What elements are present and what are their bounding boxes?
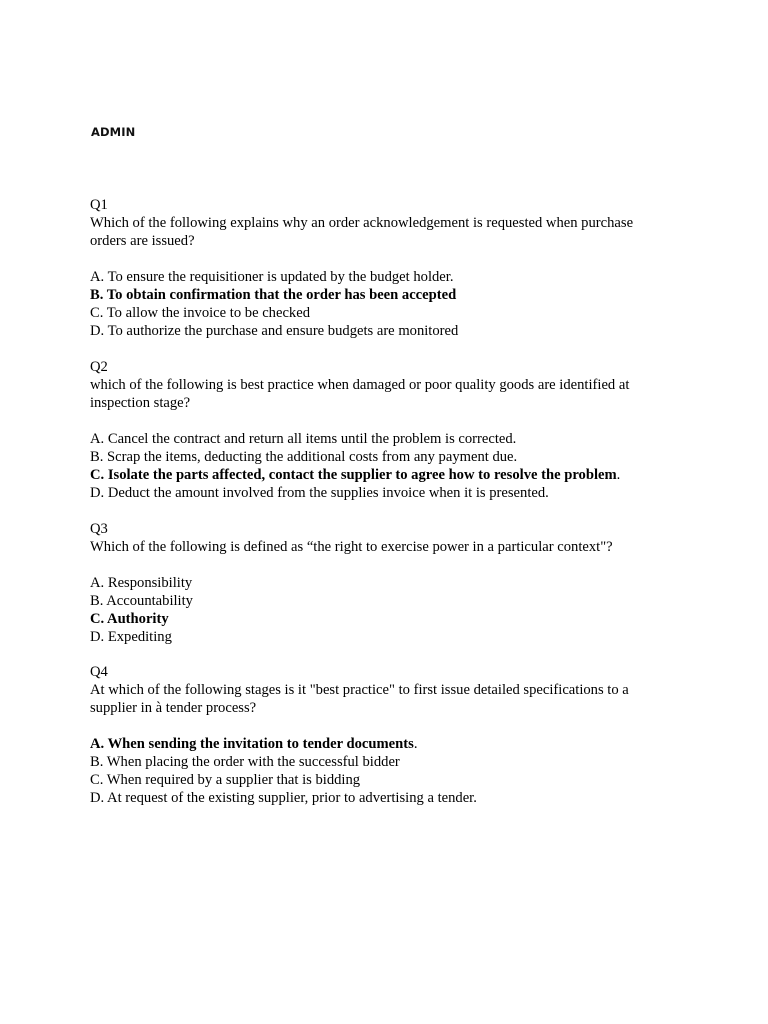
answer-option-b [90, 592, 690, 610]
question-text-line: inspection stage? [90, 395, 191, 411]
option-prefix: B. [90, 287, 107, 303]
question-text-line: At which of the following stages is it "best practice" to first issue detailed specifications to a [90, 682, 629, 698]
answer-option-a [90, 574, 690, 592]
question-number: Q2 [90, 359, 108, 375]
answer-option-b [90, 448, 690, 466]
option-text: At request of the existing supplier, prior to advertising a tender. [107, 790, 477, 806]
option-prefix: D. [90, 629, 108, 645]
option-text: Accountability [106, 593, 193, 609]
option-prefix: C. [90, 467, 108, 483]
answer-option-c-correct [90, 610, 690, 628]
option-text: Authority [107, 611, 169, 627]
option-prefix: A. [90, 269, 108, 285]
option-prefix: B. [90, 754, 107, 770]
question-text-line: which of the following is best practice when damaged or poor quality goods are identified at [90, 377, 630, 393]
option-prefix: A. [90, 736, 108, 752]
option-text: To ensure the requisitioner is updated by the budget holder. [107, 269, 454, 285]
answer-option-c [90, 771, 690, 789]
option-prefix: C. [90, 611, 108, 627]
question-text-line: Which of the following is defined as “the right to exercise power in a particular context"? [90, 539, 613, 555]
answer-option-c [90, 304, 690, 322]
question-number: Q3 [90, 521, 108, 537]
question-1 [90, 196, 690, 340]
option-text: Isolate the parts affected, contact the supplier to agree how to resolve the problem [107, 467, 617, 483]
document-title: ADMIN [91, 125, 136, 139]
answer-option-d [90, 322, 690, 340]
spacer [90, 556, 690, 574]
option-text: When required by a supplier that is bidding [106, 772, 361, 788]
answer-option-a [90, 430, 690, 448]
spacer [90, 412, 690, 430]
option-text: To obtain confirmation that the order has been accepted [106, 287, 457, 303]
option-prefix: A. [90, 575, 108, 591]
option-prefix: D. [90, 323, 108, 339]
option-text: To allow the invoice to be checked [106, 305, 310, 321]
option-suffix: . [413, 736, 418, 752]
option-prefix: D. [90, 790, 108, 806]
option-prefix: B. [90, 593, 107, 609]
option-prefix: C. [90, 305, 107, 321]
option-text: When sending the invitation to tender documents [107, 736, 414, 752]
option-text: Scrap the items, deducting the additional costs from any payment due. [107, 449, 518, 465]
question-text-line: Which of the following explains why an order acknowledgement is requested when purchase [90, 215, 634, 231]
answer-option-d [90, 628, 690, 646]
option-prefix: B. [90, 449, 108, 465]
question-number: Q4 [90, 664, 108, 680]
option-text: Deduct the amount involved from the supplies invoice when it is presented. [107, 485, 549, 501]
option-text: When placing the order with the successful bidder [106, 754, 400, 770]
answer-option-a [90, 268, 690, 286]
answer-option-a-correct [90, 735, 690, 753]
question-text-line: supplier in à tender process? [90, 700, 257, 716]
option-text: Responsibility [107, 575, 193, 591]
answer-option-b-correct [90, 286, 690, 304]
spacer [90, 250, 690, 268]
answer-option-d [90, 484, 690, 502]
option-text: Expediting [107, 629, 172, 645]
question-number: Q1 [90, 197, 108, 213]
answer-option-d [90, 789, 690, 807]
option-text: Cancel the contract and return all items until the problem is corrected. [107, 431, 517, 447]
option-text: To authorize the purchase and ensure budgets are monitored [107, 323, 459, 339]
question-text-line: orders are issued? [90, 233, 195, 249]
option-prefix: D. [90, 485, 108, 501]
question-2 [90, 358, 690, 502]
option-prefix: A. [90, 431, 108, 447]
option-suffix: . [616, 467, 621, 483]
question-4 [90, 663, 690, 807]
answer-option-b [90, 753, 690, 771]
option-prefix: C. [90, 772, 107, 788]
question-3 [90, 520, 690, 646]
answer-option-c-correct [90, 466, 690, 484]
spacer [90, 717, 690, 735]
